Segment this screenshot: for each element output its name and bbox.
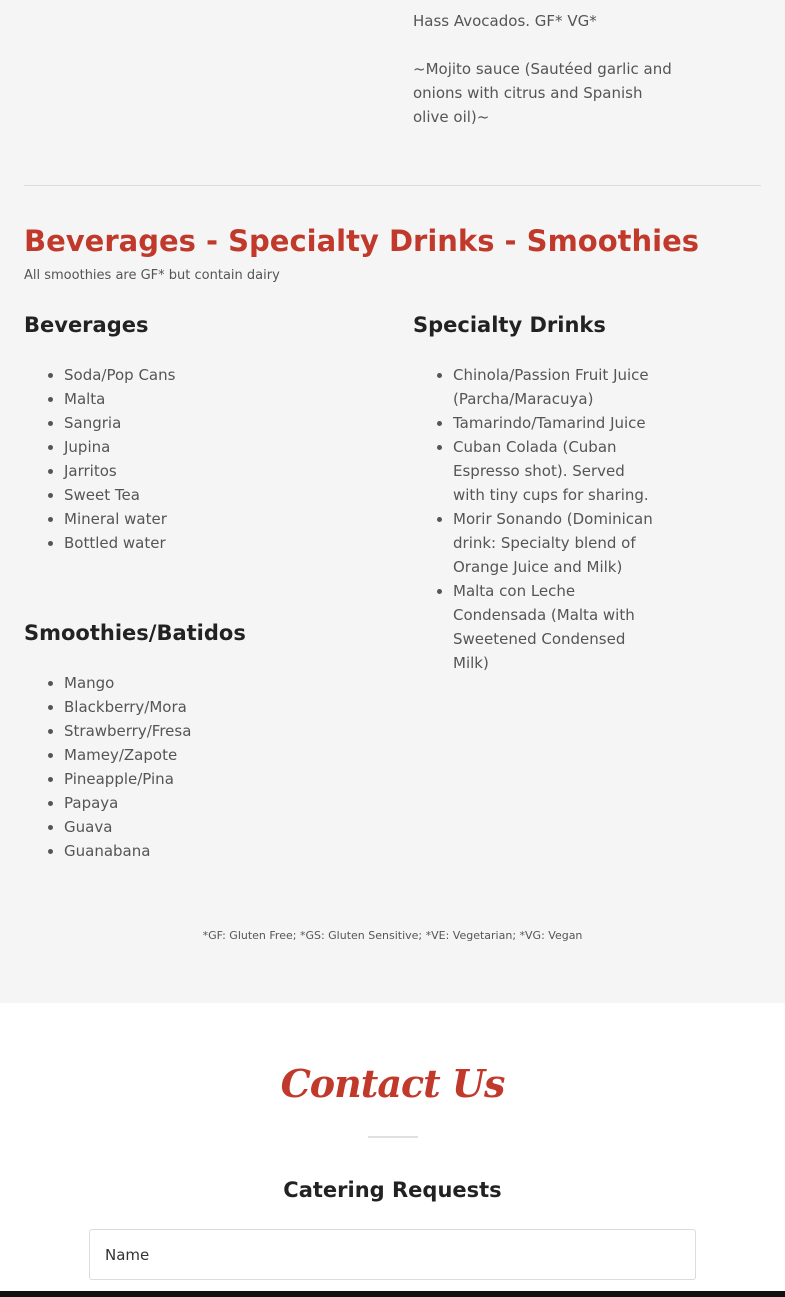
list-item: • Jarritos [64, 459, 364, 483]
list-item: • Cuban Colada (Cuban Espresso shot). Served with tiny cups for sharing. [453, 435, 661, 507]
specialty-drinks-heading: Specialty Drinks [413, 313, 606, 337]
smoothies-list [24, 671, 364, 863]
contact-section [0, 1003, 785, 1291]
list-item: • Soda/Pop Cans [64, 363, 364, 387]
list-item: • Sangria [64, 411, 364, 435]
list-item: • Chinola/Passion Fruit Juice (Parcha/Maracuya) [453, 363, 661, 411]
list-item: • Jupina [64, 435, 364, 459]
list-item: • Mineral water [64, 507, 364, 531]
bottom-bar [0, 1291, 785, 1297]
section-title: Beverages - Specialty Drinks - Smoothies [24, 224, 700, 258]
list-item: • Bottled water [64, 531, 364, 555]
catering-form-title: Catering Requests [283, 1178, 502, 1202]
section-subtitle: All smoothies are GF* but contain dairy [24, 268, 280, 283]
menu-item-description: Hass Avocados. GF* VG* [413, 12, 597, 30]
list-item: • Guava [64, 815, 364, 839]
title-underline [368, 1136, 418, 1138]
beverages-list [24, 363, 364, 555]
list-item: • Blackberry/Mora [64, 695, 364, 719]
list-item: • Tamarindo/Tamarind Juice [453, 411, 661, 435]
specialty-drinks-list [413, 363, 661, 675]
contact-title: Contact Us [280, 1061, 505, 1106]
list-item: • Mamey/Zapote [64, 743, 364, 767]
smoothies-heading: Smoothies/Batidos [24, 621, 246, 645]
list-item: • Morir Sonando (Dominican drink: Specialty blend of Orange Juice and Milk) [453, 507, 661, 579]
list-item: • Malta [64, 387, 364, 411]
list-item: • Strawberry/Fresa [64, 719, 364, 743]
beverages-heading: Beverages [24, 313, 149, 337]
list-item: • Sweet Tea [64, 483, 364, 507]
list-item: • Papaya [64, 791, 364, 815]
menu-item-sauce: ~Mojito sauce (Sautéed garlic and onions with citrus and Spanish olive oil)~ [413, 60, 672, 126]
previous-menu-item [413, 9, 673, 153]
list-item: • Malta con Leche Condensada (Malta with Sweetened Condensed Milk) [453, 579, 661, 675]
list-item: • Pineapple/Pina [64, 767, 364, 791]
section-divider [24, 185, 761, 186]
list-item: • Guanabana [64, 839, 364, 863]
dietary-footnote: *GF: Gluten Free; *GS: Gluten Sensitive; *VE: Vegetarian; *VG: Vegan [202, 929, 583, 942]
list-item: • Mango [64, 671, 364, 695]
name-input[interactable] [89, 1229, 696, 1280]
